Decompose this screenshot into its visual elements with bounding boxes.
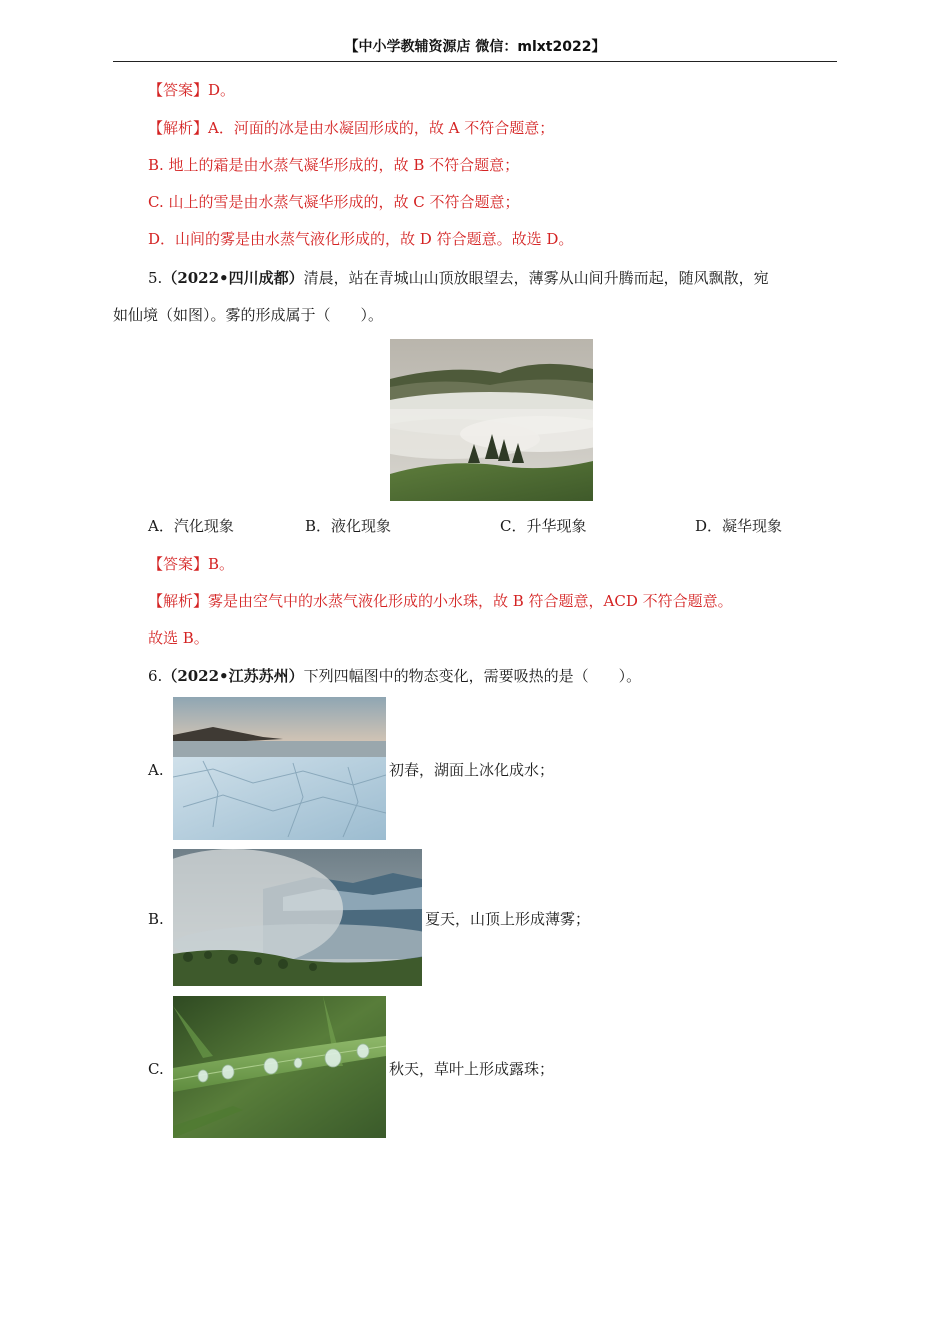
mountain-fog-photo: [173, 849, 422, 986]
q5-analysis: 【解析】雾是由空气中的水蒸气液化形成的小水珠，故 B 符合题意，ACD 不符合题意。: [148, 592, 733, 610]
q5-option-c: C．升华现象: [500, 517, 587, 535]
q5-option-d: D．凝华现象: [695, 517, 783, 535]
dewdrops-grass-photo: [173, 996, 386, 1138]
q5-number: 5.: [148, 269, 163, 287]
q5-option-b: B．液化现象: [305, 517, 392, 535]
q6-source: （2022•江苏苏州）: [162, 667, 304, 685]
q5-conclusion: 故选 B。: [148, 629, 209, 647]
q6-number: 6.: [148, 667, 163, 685]
header-divider: [113, 61, 837, 62]
q6-option-c-letter: C.: [148, 1060, 164, 1078]
q4-answer: 【答案】D。: [148, 81, 236, 99]
misty-mountain-photo: [390, 339, 593, 501]
q6-option-b-text: 夏天，山顶上形成薄雾；: [425, 910, 591, 928]
q5-stem-line-2: 如仙境（如图）。雾的形成属于（ ）。: [113, 306, 384, 324]
q4-analysis-line-1: 【解析】A．河面的冰是由水凝固形成的，故 A 不符合题意；: [148, 119, 555, 137]
q6-stem: [148, 666, 641, 686]
q6-stem-text: 下列四幅图中的物态变化，需要吸热的是（ ）。: [303, 667, 642, 685]
page-header: 【中小学教辅资源店 微信：mlxt2022】: [344, 39, 606, 55]
q5-stem-line-1: [148, 268, 769, 288]
q6-option-b-letter: B.: [148, 910, 164, 928]
q6-option-a-text: 初春，湖面上冰化成水；: [389, 761, 555, 779]
q5-answer: 【答案】B。: [148, 555, 235, 573]
q4-analysis-line-3: C. 山上的雪是由水蒸气凝华形成的，故 C 不符合题意；: [148, 193, 520, 211]
q4-analysis-line-2: B. 地上的霜是由水蒸气凝华形成的，故 B 不符合题意；: [148, 156, 520, 174]
q6-option-c-text: 秋天，草叶上形成露珠；: [389, 1060, 555, 1078]
q4-analysis-line-4: D．山间的雾是由水蒸气液化形成的，故 D 符合题意。故选 D。: [148, 230, 574, 248]
q5-option-a: A．汽化现象: [148, 517, 234, 535]
q6-option-a-letter: A.: [148, 761, 164, 779]
frozen-lake-photo: [173, 697, 386, 840]
q5-stem-text-1: 清晨，站在青城山山顶放眼望去，薄雾从山间升腾而起，随风飘散，宛: [303, 269, 769, 287]
q5-source: （2022•四川成都）: [162, 269, 304, 287]
